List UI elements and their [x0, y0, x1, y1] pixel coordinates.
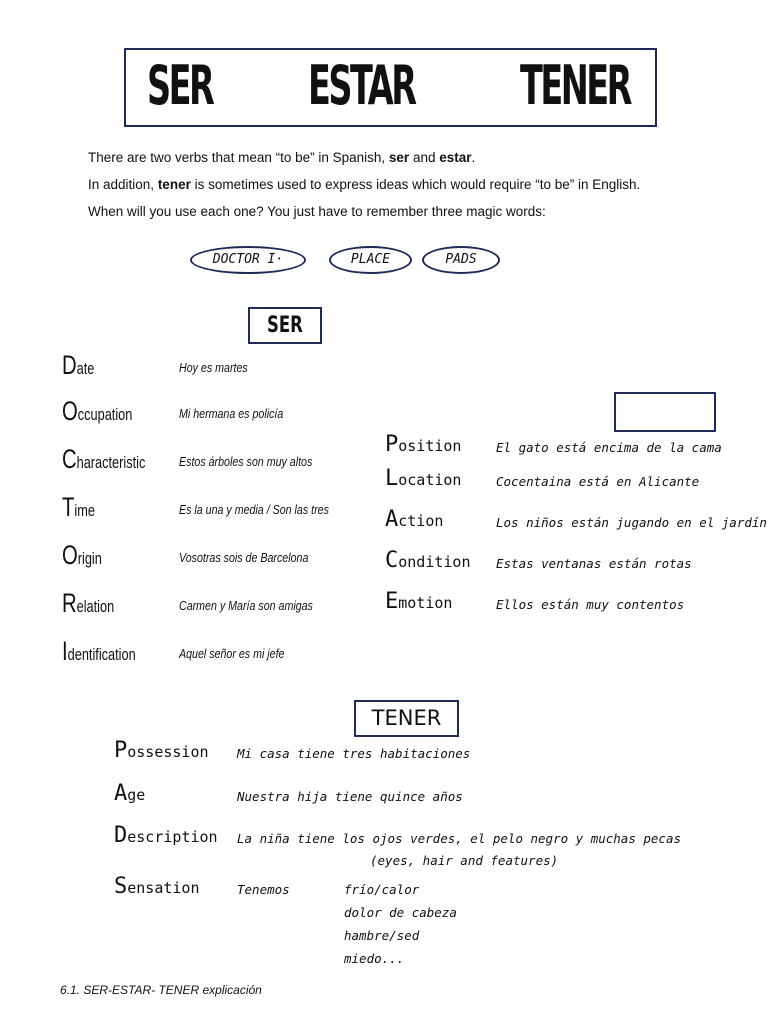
ser-word-relation: Relation: [62, 588, 115, 618]
magic-word-place: PLACE: [329, 246, 412, 274]
sensation-item: frío/calor: [344, 882, 420, 897]
tener-word-description: Description: [114, 823, 218, 848]
estar-word-emotion: Emotion: [385, 589, 453, 614]
estar-example-condition: Estas ventanas están rotas: [496, 556, 692, 571]
tener-example-possession: Mi casa tiene tres habitaciones: [237, 746, 471, 761]
magic-word-doctor: DOCTOR I·: [190, 246, 306, 274]
magic-word-pads: PADS: [422, 246, 500, 274]
ser-example-occupation: Mi hermana es policía: [179, 406, 284, 421]
ser-example-characteristic: Estos árboles son muy altos: [179, 454, 313, 469]
estar-word-location: Location: [385, 466, 462, 491]
title-estar: ESTAR: [308, 54, 415, 117]
estar-word-action: Action: [385, 507, 444, 532]
title-tener: TENER: [520, 54, 630, 117]
estar-example-emotion: Ellos están muy contentos: [496, 597, 685, 612]
estar-empty-box: [614, 392, 716, 432]
tener-example-sensation: Tenemos: [237, 882, 290, 897]
tener-heading: TENER: [354, 700, 459, 737]
estar-example-position: El gato está encima de la cama: [496, 440, 722, 455]
ser-example-date: Hoy es martes: [179, 360, 248, 375]
tener-description-note: (eyes, hair and features): [370, 853, 559, 868]
sensation-item: hambre/sed: [344, 928, 420, 943]
ser-example-identification: Aquel señor es mi jefe: [179, 646, 285, 661]
estar-word-condition: Condition: [385, 548, 471, 573]
ser-word-identification: Identification: [62, 636, 136, 666]
ser-heading: SER: [248, 307, 322, 344]
tener-example-description: La niña tiene los ojos verdes, el pelo negro y muchas pecas: [237, 831, 682, 846]
ser-example-time: Es la una y media / Son las tres: [179, 502, 329, 517]
tener-word-possession: Possession: [114, 738, 209, 763]
ser-word-time: Time: [62, 492, 95, 522]
ser-example-relation: Carmen y María son amigas: [179, 598, 313, 613]
intro-line-1: There are two verbs that mean “to be” in Spanish, ser and estar.: [88, 150, 476, 165]
intro-line-3: When will you use each one? You just have to remember three magic words:: [88, 204, 546, 219]
sensation-item: dolor de cabeza: [344, 905, 457, 920]
ser-word-origin: Origin: [62, 540, 102, 570]
footer: 6.1. SER-ESTAR- TENER explicación: [60, 983, 262, 997]
tener-example-age: Nuestra hija tiene quince años: [237, 789, 463, 804]
tener-word-age: Age: [114, 781, 146, 806]
sensation-item: miedo...: [344, 951, 405, 966]
tener-word-sensation: Sensation: [114, 874, 200, 899]
ser-word-occupation: Occupation: [62, 396, 133, 426]
ser-example-origin: Vosotras sois de Barcelona: [179, 550, 309, 565]
estar-word-position: Position: [385, 432, 462, 457]
ser-word-date: Date: [62, 350, 95, 380]
intro-line-2: In addition, tener is sometimes used to express ideas which would require “to be” in English.: [88, 177, 641, 192]
estar-example-location: Cocentaina está en Alicante: [496, 474, 700, 489]
title-ser: SER: [147, 54, 213, 117]
ser-word-characteristic: Characteristic: [62, 444, 146, 474]
estar-example-action: Los niños están jugando en el jardín: [496, 515, 767, 530]
